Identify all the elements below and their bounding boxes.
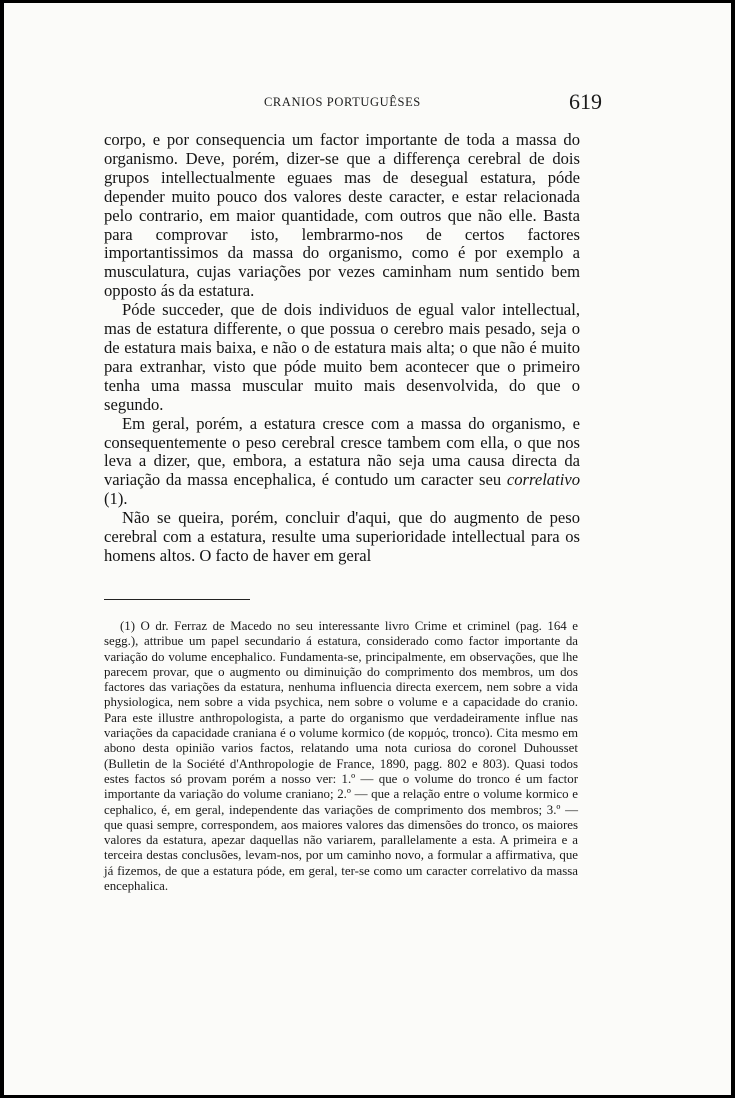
- paragraph-3-text: Em geral, porém, a estatura cresce com a massa do organismo, e consequentemente o peso cerebral cresce tambem com ella, o que nos leva a dizer, que, embora, a estatura não seja uma causa directa da variação da massa encephalica, é contudo um caracter seu: [104, 413, 580, 490]
- page-number: 619: [569, 89, 602, 114]
- emphasis-correlativo: correlativo: [506, 470, 580, 490]
- footnote-1: (1) O dr. Ferraz de Macedo no seu interessante livro Crime et criminel (pag. 164 e segg.), attribue um papel secundario á estatura, considerado como factor importante da variação do volume encephalico. Fundamenta-se, principalmente, em observações, que lhe parecem provar, que o augmento ou diminuição do comprimento dos membros, um dos factores das variações da estatura, nenhuma influencia directa exercem, nem sobre a vida physiologica, nem sobre a vida psychica, nem sobre o volume e a capacidade do cranio. Para este illustre anthropologista, a parte do organismo que verdadeiramente influe nas variações da capacidade craniana é o volume kormico (de κορμός, tronco). Cita mesmo em abono desta opinião varios factos, relatando uma nota curiosa do coronel Duhousset (Bulletin de la Société d'Anthropologie de France, 1890, pagg. 802 e 803). Quasi todos estes factos só provam porém a nosso ver: 1.º — que o volume do tronco é um factor importante da variação do volume craniano; 2.º — que a relação entre o volume kormico e cephalico, é, em geral, independente das variações de comprimento dos membros; 3.º — que quasi sempre, correspondem, aos maiores valores das dimensões do tronco, os maiores valores da estatura, apezar daquellas não variarem, parallelamente a esta. A primeira e a terceira destas conclusões, levam-nos, por um caminho novo, a formular a affirmativa, que já fizemos, de que a estatura póde, em geral, ter-se como um caracter correlativo da massa encephalica.: [104, 619, 578, 894]
- paragraph-1: corpo, e por consequencia um factor importante de toda a massa do organismo. Deve, porém, dizer-se que a differença cerebral de dois grupos intellectualmente eguaes mas de desegual estatura, póde depender muito pouco dos valores deste caracter, e estar relacionada pelo contrario, em maior quantidade, com outros que não elle. Basta para comprovar isto, lembrarmo-nos de certos factores importantissimos da massa do organismo, como é por exemplo a musculatura, cujas variações por vezes caminham num sentido bem opposto ás da estatura.: [104, 130, 580, 301]
- paragraph-3-footnote-ref: (1).: [104, 489, 128, 509]
- running-title: CRANIOS PORTUGUÊSES: [264, 95, 421, 109]
- paragraph-4: Não se queira, porém, concluir d'aqui, que do augmento de peso cerebral com a estatura, resulte uma superioridade intellectual para os homens altos. O facto de haver em geral: [104, 508, 580, 565]
- footnote-divider: [104, 599, 250, 600]
- paragraph-2: Póde succeder, que de dois individuos de egual valor intellectual, mas de estatura differente, o que possua o cerebro mais pesado, seja o de estatura mais baixa, e não o de estatura mais alta; o que não é muito para extranhar, visto que póde muito bem acontecer que o primeiro tenha uma massa muscular muito mais desenvolvida, do que o segundo.: [104, 300, 580, 414]
- body-text: [104, 131, 580, 566]
- paragraph-3: [104, 415, 580, 510]
- page-header: [102, 89, 602, 119]
- book-page: [4, 3, 731, 1095]
